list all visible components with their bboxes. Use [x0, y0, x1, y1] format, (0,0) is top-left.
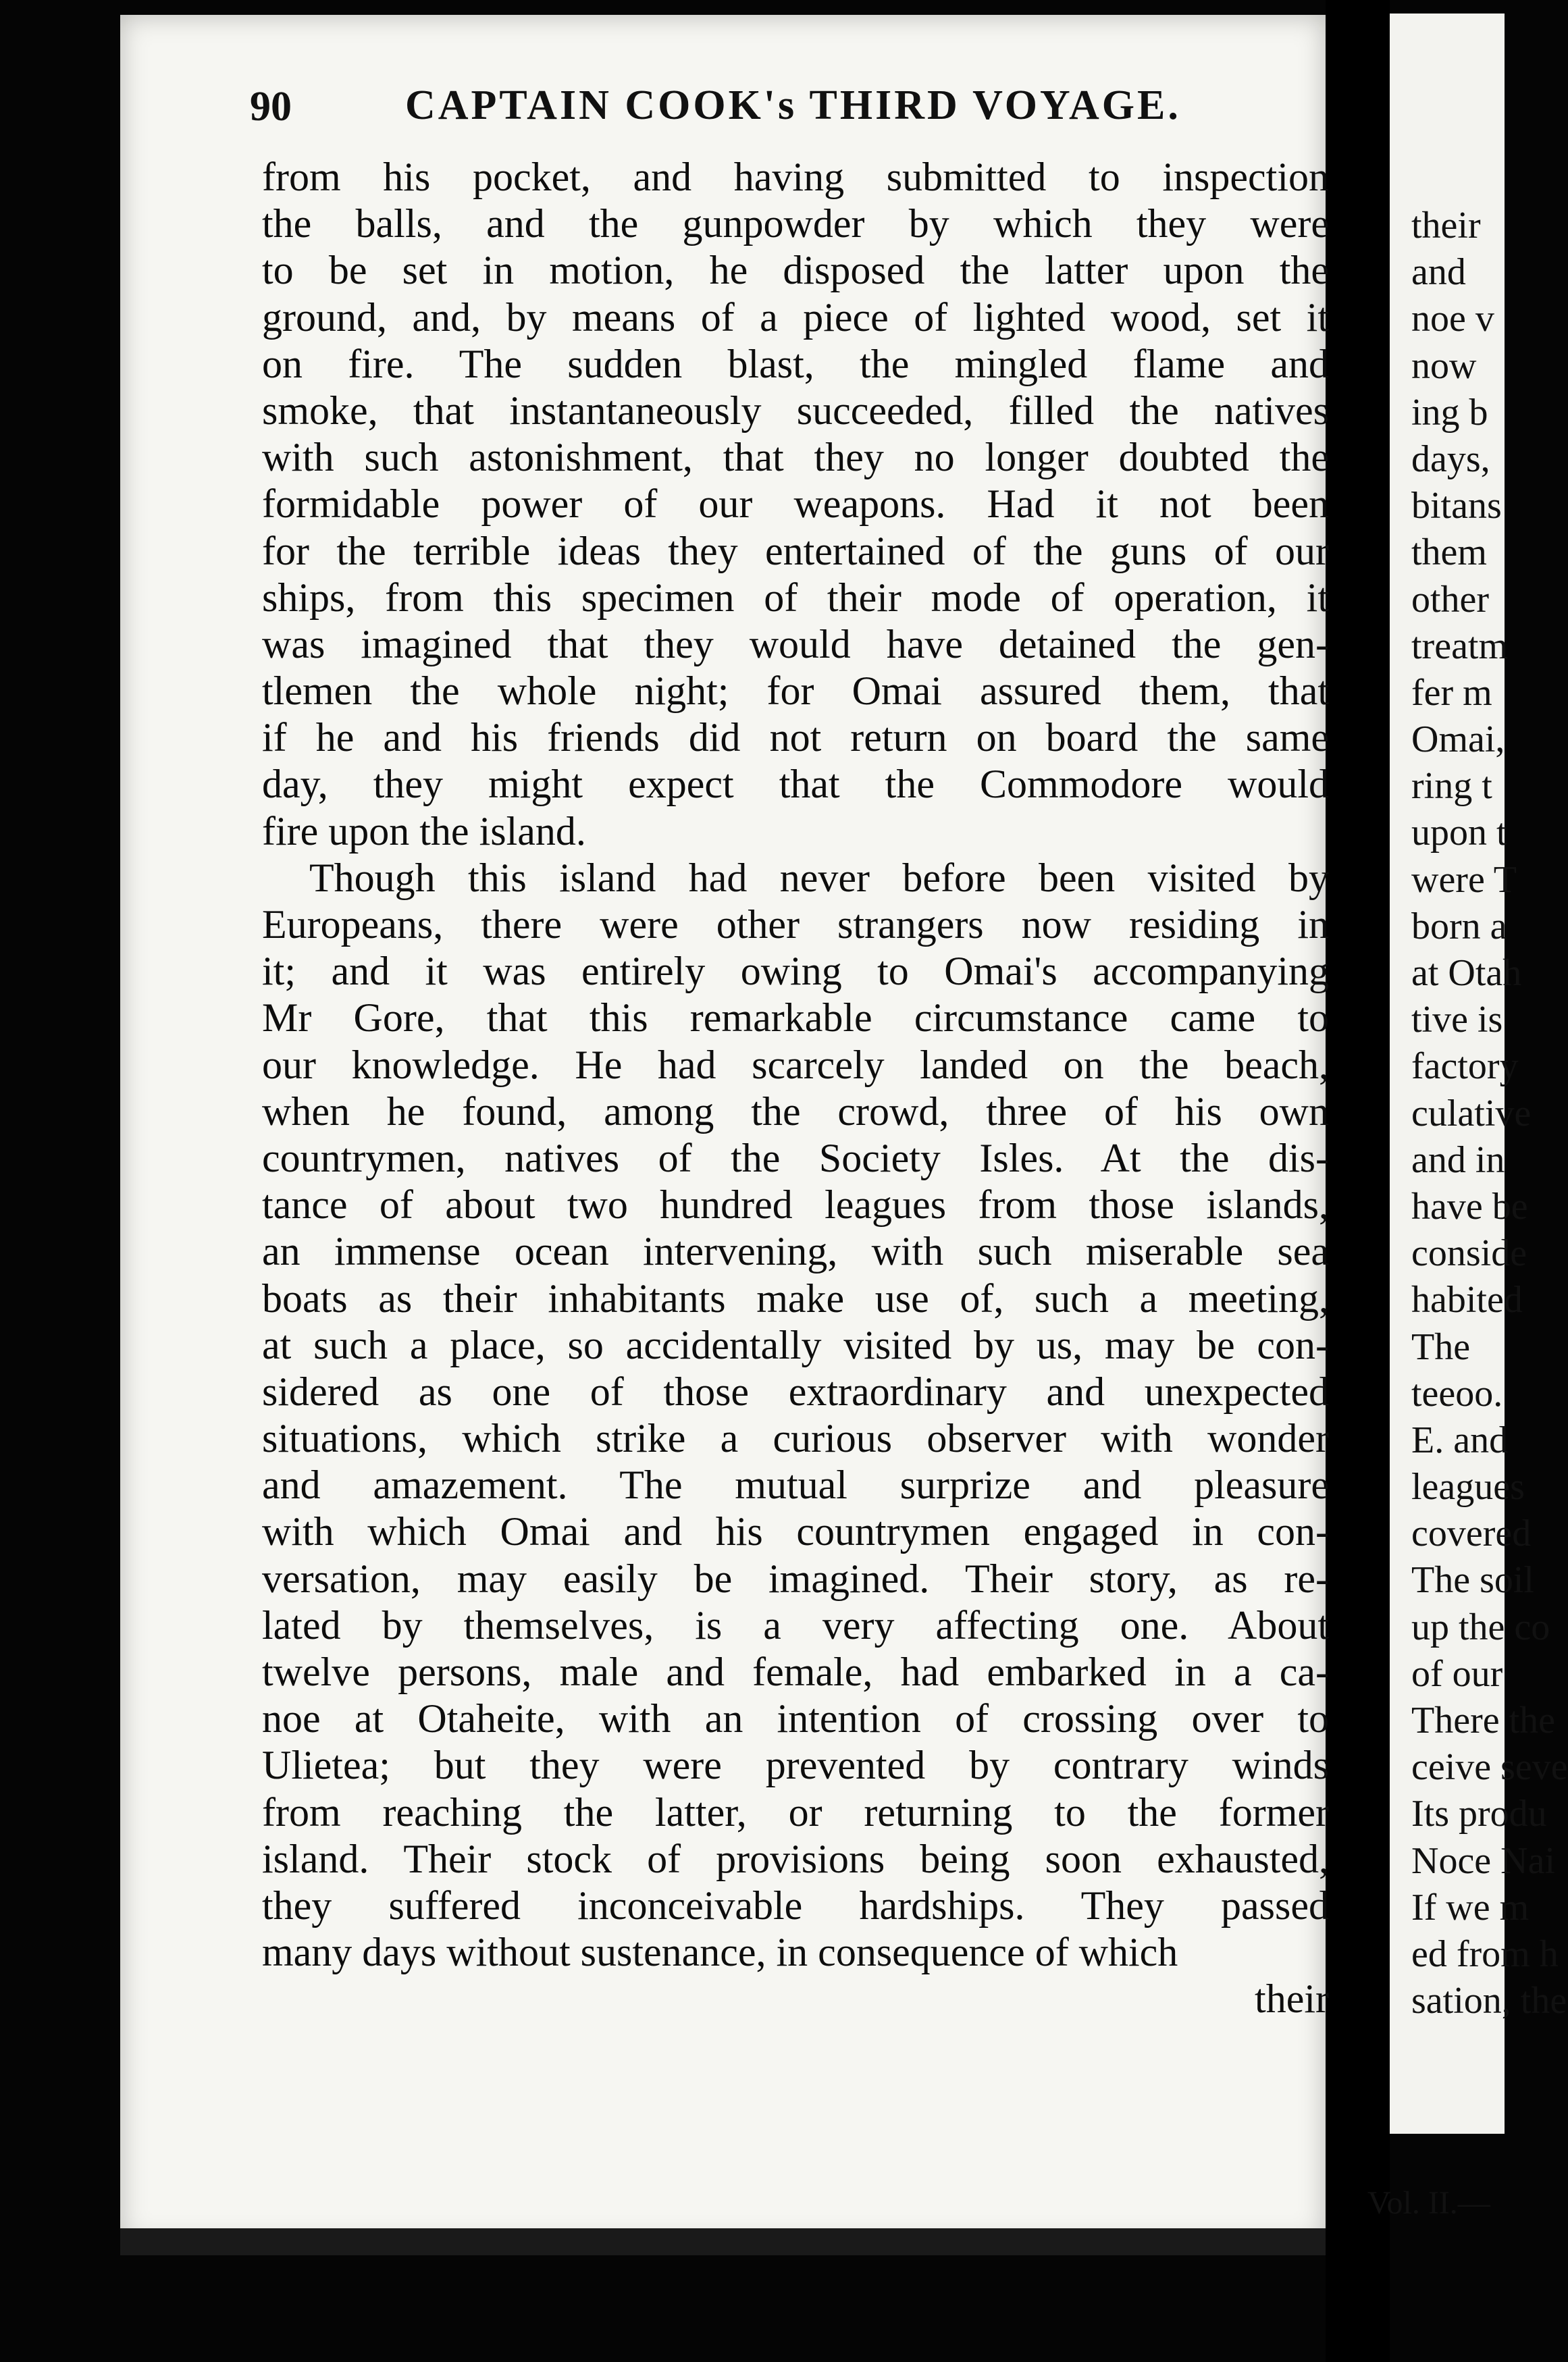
right-page-line: up the co [1411, 1606, 1550, 1648]
right-page-line: conside [1411, 1232, 1527, 1275]
text-line: and amazement. The mutual surprize and pleasure [262, 1463, 1329, 1508]
right-page-line: at Otah [1411, 952, 1522, 994]
text-line: to be set in motion, he disposed the latter upon the [262, 248, 1329, 293]
right-page-line: fer m [1411, 671, 1492, 714]
text-line: was imagined that they would have detained the gen- [262, 621, 1329, 666]
text-line: tance of about two hundred leagues from those islands, [262, 1182, 1329, 1228]
right-page-line: of our [1411, 1652, 1503, 1695]
right-page-line: born a [1411, 905, 1507, 947]
text-line: the balls, and the gunpowder by which they were [262, 201, 1329, 246]
book-gutter [1326, 0, 1390, 2362]
right-page-line: treatm [1411, 625, 1509, 667]
right-page-line: upon t [1411, 812, 1507, 854]
text-line: ground, and, by means of a piece of lighted wood, set it [262, 294, 1329, 340]
right-page-line: Its produ [1411, 1793, 1547, 1835]
right-page-line: and in [1411, 1138, 1505, 1181]
text-line: Europeans, there were other strangers now residing in [262, 902, 1329, 947]
right-page-line: were T [1411, 858, 1517, 901]
running-head: CAPTAIN COOK's THIRD VOYAGE. [405, 82, 1181, 128]
text-line: Though this island had never before been visited by [309, 855, 1329, 900]
text-line: day, they might expect that the Commodore would [262, 762, 1329, 807]
right-page-line: bitans [1411, 485, 1502, 527]
right-page-line: habited [1411, 1279, 1523, 1321]
right-page-line: them [1411, 531, 1487, 574]
right-page-line: ing b [1411, 391, 1488, 434]
right-page-line: days, [1411, 438, 1490, 480]
right-page-line: If we m [1411, 1886, 1530, 1928]
text-line: an immense ocean intervening, with such miserable sea [262, 1229, 1329, 1274]
right-page-line: now [1411, 344, 1477, 387]
text-line: island. Their stock of provisions being soon exhausted, [262, 1836, 1329, 1881]
right-page-line: teeoo. [1411, 1372, 1503, 1415]
text-line: ships, from this specimen of their mode of operation, it [262, 575, 1329, 620]
right-page-line: There the [1411, 1700, 1555, 1741]
text-line: boats as their inhabitants make use of, such a meeting, [262, 1276, 1329, 1321]
right-page-line: ring t [1411, 765, 1492, 808]
right-page-line: tive is [1411, 999, 1503, 1041]
right-page-line: The soil [1411, 1559, 1534, 1602]
text-line: with such astonishment, that they no longer doubted the [262, 435, 1329, 480]
text-line: with which Omai and his countrymen engaged in con- [262, 1509, 1329, 1554]
right-page-line: ceive seve [1411, 1746, 1568, 1789]
right-page-line: Noce Nai [1411, 1839, 1556, 1882]
text-line: they suffered inconceivable hardships. They passed [262, 1883, 1329, 1928]
text-line: twelve persons, male and female, had embarked in a ca- [262, 1650, 1329, 1694]
text-line: many days without sustenance, in consequence of which [262, 1930, 1178, 1975]
text-line: lated by themselves, is a very affecting one. About [262, 1602, 1329, 1648]
right-page-line: Omai, [1411, 718, 1505, 761]
text-line: our knowledge. He had scarcely landed on the beach, [262, 1042, 1329, 1087]
page-header [250, 64, 1303, 145]
text-line: when he found, among the crowd, three of his own [262, 1088, 1329, 1134]
body-text [262, 154, 1329, 2023]
right-page-line: leagues [1411, 1466, 1525, 1508]
right-page-text [1411, 203, 1568, 2024]
text-line: formidable power of our weapons. Had it not been [262, 481, 1329, 527]
text-line: for the terrible ideas they entertained of the guns of our [262, 528, 1329, 573]
right-page-line: have be [1411, 1185, 1528, 1228]
text-line: Ulietea; but they were prevented by contrary winds [262, 1743, 1329, 1788]
right-page-line: their [1411, 205, 1481, 246]
text-line: countrymen, natives of the Society Isles. At the dis- [262, 1135, 1329, 1180]
right-page-footer: Vol. II.— [1367, 2185, 1490, 2221]
text-line: noe at Otaheite, with an intention of crossing over to [262, 1696, 1329, 1741]
text-line: on fire. The sudden blast, the mingled flame and [262, 341, 1329, 386]
text-line: smoke, that instantaneously succeeded, filled the natives [262, 388, 1329, 433]
text-line: fire upon the island. [262, 808, 586, 854]
page-bottom-shadow [120, 2228, 1326, 2255]
text-line: situations, which strike a curious observer with wonder [262, 1416, 1329, 1461]
right-page-line: and [1411, 251, 1466, 294]
right-page-line: sation, the [1411, 1980, 1567, 2022]
right-page-line: factory [1411, 1045, 1519, 1088]
text-line: Mr Gore, that this remarkable circumstance came to [262, 995, 1329, 1041]
right-page-line: E. and [1411, 1419, 1509, 1461]
right-page-line: noe v [1411, 298, 1494, 340]
page-number: 90 [250, 84, 292, 130]
right-page-line: covered [1411, 1513, 1532, 1555]
text-line: from reaching the latter, or returning to the former [262, 1789, 1329, 1835]
right-page-line: culative [1411, 1092, 1532, 1134]
right-page-line: The [1411, 1326, 1471, 1368]
text-line: it; and it was entirely owing to Omai's accompanying [262, 949, 1329, 994]
text-line: tlemen the whole night; for Omai assured them, that [262, 668, 1329, 714]
catchword: their [1255, 1976, 1329, 2022]
text-line: if he and his friends did not return on board the same [262, 715, 1329, 760]
text-line: at such a place, so accidentally visited by us, may be con- [262, 1322, 1329, 1367]
right-page-line: ed from h [1411, 1933, 1559, 1975]
text-line: sidered as one of those extraordinary and unexpected [262, 1369, 1329, 1414]
right-page-line: other [1411, 578, 1490, 621]
text-line: versation, may easily be imagined. Their story, as re- [262, 1556, 1329, 1601]
text-line: from his pocket, and having submitted to inspection [262, 155, 1329, 199]
